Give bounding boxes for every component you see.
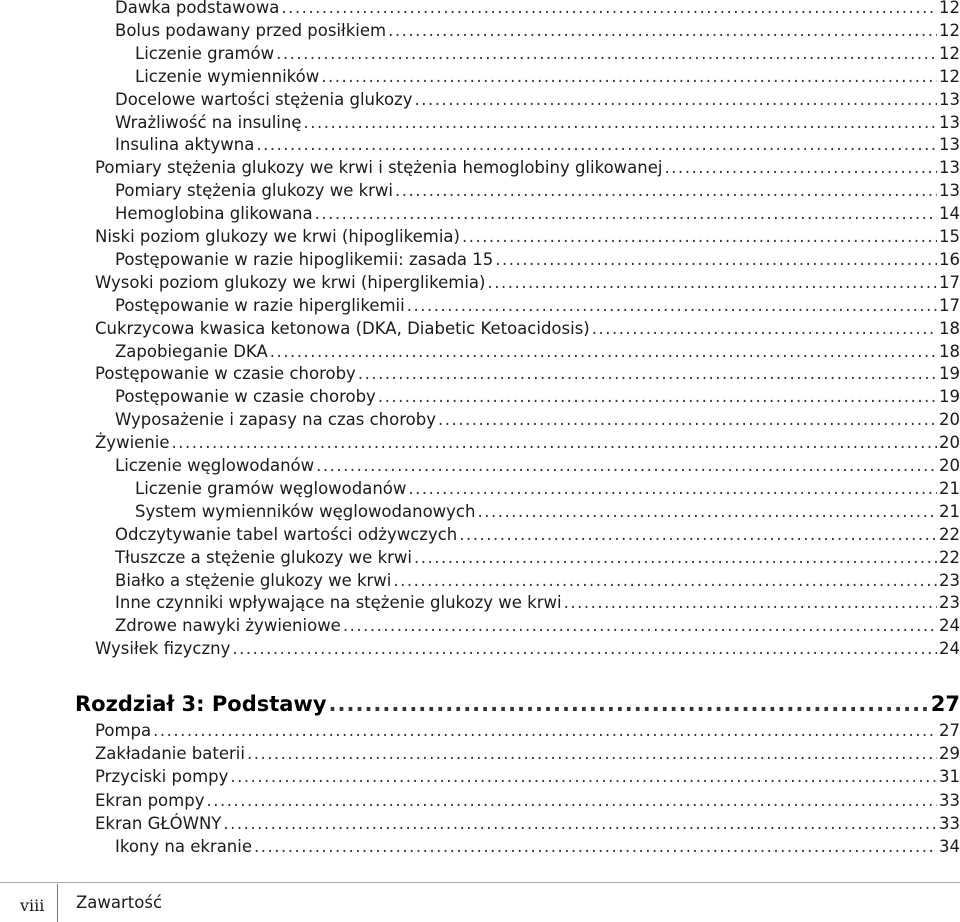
toc-entry-title: Odczytywanie tabel wartości odżywczych xyxy=(115,524,458,544)
toc-entry[interactable] xyxy=(95,225,960,248)
dot-leader xyxy=(393,569,937,592)
toc-entry[interactable] xyxy=(115,0,960,19)
toc-entry[interactable] xyxy=(115,591,960,614)
dot-leader xyxy=(343,614,937,637)
dot-leader xyxy=(395,179,937,202)
toc-entry[interactable] xyxy=(95,789,960,812)
toc-entry[interactable] xyxy=(95,317,960,340)
toc-entry-title: Postępowanie w razie hiperglikemii xyxy=(115,295,405,315)
dot-leader xyxy=(316,454,937,477)
toc-entry-page-number: 24 xyxy=(939,616,960,636)
dot-leader xyxy=(256,133,937,156)
toc-entry[interactable] xyxy=(115,408,960,431)
toc-entry-page-number: 19 xyxy=(939,364,960,384)
toc-entry-page-number: 13 xyxy=(939,158,960,178)
toc-entry-title: Liczenie gramów xyxy=(135,43,275,63)
toc-entry-title: Bolus podawany przed posiłkiem xyxy=(115,20,387,40)
toc-entry[interactable] xyxy=(115,294,960,317)
toc-entry-title: Zapobieganie DKA xyxy=(115,341,268,361)
toc-entry-title: Inne czynniki wpływające na stężenie glukozy we krwi xyxy=(115,593,562,613)
dot-leader xyxy=(388,19,937,42)
toc-entry-title: Wysoki poziom glukozy we krwi (hiperglikemia) xyxy=(95,272,486,292)
toc-entry-page-number: 24 xyxy=(939,639,960,659)
toc-entry[interactable] xyxy=(135,477,960,500)
toc-entry-title: Zakładanie baterii xyxy=(95,744,245,764)
toc-entry-page-number: 19 xyxy=(939,387,960,407)
toc-entry-page-number: 22 xyxy=(939,524,960,544)
toc-entry-title: Hemoglobina glikowana xyxy=(115,204,313,224)
toc-entry-title: System wymienników węglowodanowych xyxy=(135,501,476,521)
toc-entry[interactable] xyxy=(115,111,960,134)
toc-entry[interactable] xyxy=(95,156,960,179)
toc-entry-title: Żywienie xyxy=(95,433,170,453)
toc-entry-title: Postępowanie w czasie choroby xyxy=(95,364,356,384)
dot-leader xyxy=(592,317,937,340)
toc-entry[interactable] xyxy=(115,179,960,202)
toc-entry-title: Niski poziom glukozy we krwi (hipoglikemia) xyxy=(95,227,460,246)
toc-entry-title: Ikony na ekranie xyxy=(115,837,253,856)
dot-leader xyxy=(232,637,937,660)
dot-leader xyxy=(414,88,937,111)
footer-section-title: Zawartość xyxy=(76,893,163,912)
dot-leader xyxy=(414,546,937,569)
toc-entry-page-number: 12 xyxy=(939,0,960,17)
toc-entry-title: Wrażliwość na insulinę xyxy=(115,112,302,132)
toc-entry-title: Liczenie wymienników xyxy=(135,66,320,86)
dot-leader xyxy=(304,111,938,134)
dot-leader xyxy=(329,689,929,719)
chapter-page-number: 27 xyxy=(930,692,960,716)
dot-leader xyxy=(487,271,937,294)
toc-entry[interactable] xyxy=(115,19,960,42)
toc-entry-page-number: 21 xyxy=(939,478,960,498)
toc-entry-page-number: 13 xyxy=(939,181,960,201)
chapter-heading[interactable] xyxy=(75,689,960,719)
toc-entry-page-number: 29 xyxy=(939,744,960,764)
footer-divider xyxy=(57,884,58,922)
toc-entry-page-number: 22 xyxy=(939,547,960,567)
toc-entry[interactable] xyxy=(115,385,960,408)
dot-leader xyxy=(378,385,937,408)
dot-leader xyxy=(276,42,937,65)
toc-entry-title: Białko a stężenie glukozy we krwi xyxy=(115,570,392,590)
dot-leader xyxy=(254,835,937,858)
toc-entry-title: Liczenie węglowodanów xyxy=(115,456,315,475)
toc-entry[interactable] xyxy=(115,88,960,111)
toc-entry-page-number: 13 xyxy=(939,89,960,109)
toc-entry[interactable] xyxy=(135,500,960,523)
toc-entry-page-number: 18 xyxy=(939,318,960,338)
toc-entry[interactable] xyxy=(115,248,960,271)
toc-entry[interactable] xyxy=(115,523,960,546)
toc-entry[interactable] xyxy=(115,546,960,569)
toc-entry-page-number: 33 xyxy=(939,790,960,810)
toc-entry-page-number: 18 xyxy=(939,341,960,361)
toc-entry-title: Postępowanie w czasie choroby xyxy=(115,387,376,407)
toc-entry-title: Insulina aktywna xyxy=(115,135,255,155)
toc-entry-title: Przyciski pompy xyxy=(95,767,229,787)
dot-leader xyxy=(408,477,937,500)
toc-entry-page-number: 13 xyxy=(939,112,960,132)
dot-leader xyxy=(462,225,937,248)
toc-entry[interactable] xyxy=(115,133,960,156)
toc-entry-page-number: 17 xyxy=(939,295,960,315)
toc-entry-page-number: 13 xyxy=(939,135,960,155)
dot-leader xyxy=(321,65,937,88)
dot-leader xyxy=(270,340,937,363)
toc-entry-page-number: 20 xyxy=(939,456,960,475)
dot-leader xyxy=(315,202,937,225)
dot-leader xyxy=(247,742,937,765)
dot-leader xyxy=(230,765,937,788)
toc-entry-page-number: 14 xyxy=(939,204,960,224)
toc-entry[interactable] xyxy=(115,569,960,592)
dot-leader xyxy=(172,431,938,454)
dot-leader xyxy=(358,362,937,385)
toc-entry[interactable] xyxy=(95,431,960,454)
toc-entry-title: Ekran pompy xyxy=(95,790,205,810)
footer-rule xyxy=(0,882,960,883)
dot-leader xyxy=(223,812,937,835)
toc-entry-page-number: 21 xyxy=(939,501,960,521)
toc-entry[interactable] xyxy=(95,765,960,788)
dot-leader xyxy=(664,156,937,179)
toc-entry-page-number: 20 xyxy=(939,410,960,430)
toc-entry-page-number: 27 xyxy=(939,721,960,740)
toc-entry-title: Wysiłek fizyczny xyxy=(95,639,231,659)
toc-entry[interactable] xyxy=(115,454,960,477)
toc-entry[interactable] xyxy=(95,271,960,294)
dot-leader xyxy=(495,248,937,271)
toc-entry-title: Wyposażenie i zapasy na czas choroby xyxy=(115,410,436,430)
toc-entry[interactable] xyxy=(135,65,960,88)
toc-entry-title: Dawka podstawowa xyxy=(115,0,280,17)
toc-entry-title: Pompa xyxy=(95,721,152,740)
toc-entry[interactable] xyxy=(95,362,960,385)
toc-entry-page-number: 23 xyxy=(939,593,960,613)
toc-entry[interactable] xyxy=(135,42,960,65)
toc-entry[interactable] xyxy=(115,202,960,225)
toc-entry[interactable] xyxy=(115,614,960,637)
toc-entry-page-number: 20 xyxy=(939,433,960,453)
toc-entry[interactable] xyxy=(95,812,960,835)
toc-entry-title: Tłuszcze a stężenie glukozy we krwi xyxy=(115,547,412,567)
toc-entry-page-number: 23 xyxy=(939,570,960,590)
toc-entry-page-number: 16 xyxy=(939,249,960,269)
toc-entry-page-number: 12 xyxy=(939,43,960,63)
toc-entry-page-number: 15 xyxy=(939,227,960,246)
toc-entry-title: Cukrzycowa kwasica ketonowa (DKA, Diabetic Ketoacidosis) xyxy=(95,318,590,338)
dot-leader xyxy=(438,408,937,431)
toc-entry-page-number: 17 xyxy=(939,272,960,292)
toc-entry-title: Pomiary stężenia glukozy we krwi i stężenia hemoglobiny glikowanej xyxy=(95,158,663,178)
toc-entry[interactable] xyxy=(115,340,960,363)
toc-entry-title: Postępowanie w razie hipoglikemii: zasada 15 xyxy=(115,249,494,269)
dot-leader xyxy=(459,523,937,546)
toc-entry-page-number: 12 xyxy=(939,20,960,40)
dot-leader xyxy=(206,789,937,812)
toc-entry[interactable] xyxy=(95,719,960,742)
toc-entry[interactable] xyxy=(95,637,960,660)
dot-leader xyxy=(281,0,937,19)
dot-leader xyxy=(407,294,937,317)
chapter-title: Rozdział 3: Podstawy xyxy=(75,692,327,716)
footer-page-number: viii xyxy=(20,896,45,915)
dot-leader xyxy=(564,591,937,614)
dot-leader xyxy=(477,500,937,523)
toc-entry-title: Ekran GŁÓWNY xyxy=(95,813,222,833)
toc-entry[interactable] xyxy=(115,835,960,858)
toc-entry-page-number: 33 xyxy=(939,813,960,833)
toc-entry-title: Zdrowe nawyki żywieniowe xyxy=(115,616,341,636)
toc-entry-page-number: 34 xyxy=(939,837,960,856)
toc-entry-title: Pomiary stężenia glukozy we krwi xyxy=(115,181,394,201)
toc-entry-title: Liczenie gramów węglowodanów xyxy=(135,478,407,498)
toc-entry-title: Docelowe wartości stężenia glukozy xyxy=(115,89,413,109)
toc-entry[interactable] xyxy=(95,742,960,765)
toc-entry-page-number: 12 xyxy=(939,66,960,86)
toc-entry-page-number: 31 xyxy=(939,767,960,787)
dot-leader xyxy=(153,719,937,742)
